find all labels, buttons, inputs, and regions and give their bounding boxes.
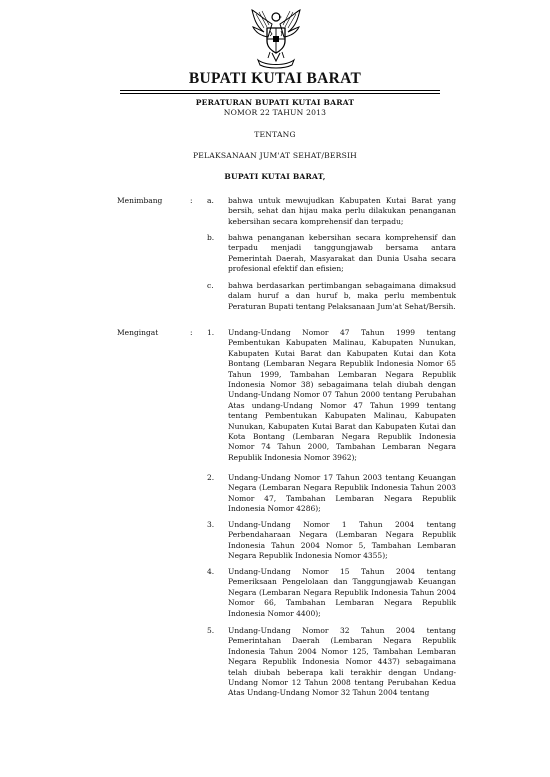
regulation-title: PERATURAN BUPATI KUTAI BARAT [195, 98, 355, 107]
header-title: BUPATI KUTAI BARAT [188, 70, 362, 87]
header-rule [120, 90, 440, 91]
mengingat-item-2: Undang-Undang Nomor 17 Tahun 2003 tentang Keuangan Negara (Lembaran Negara Republik Indonesia Tahun 2003 Nomor 47, Tambahan Lembaran Negara Republik Indonesia Nomor 4286); [228, 473, 456, 514]
mengingat-colon: : [190, 328, 193, 337]
regulation-number: NOMOR 22 TAHUN 2013 [223, 108, 327, 117]
menimbang-colon: : [190, 196, 193, 205]
mengingat-marker-4: 4. [207, 567, 215, 576]
mengingat-item-4: Undang-Undang Nomor 15 Tahun 2004 tentang Pemeriksaan Pengelolaan dan Tanggungjawab Keuangan Negara (Lembaran Negara Republik Indonesia Tahun 2004 Nomor 66, Tambahan Lembaran Negara Republik Indonesia Nomor 4400); [228, 567, 456, 618]
menimbang-item-c: bahwa berdasarkan pertimbangan sebagaimana dimaksud dalam huruf a dan huruf b, maka perlu membentuk Peraturan Bupati tentang Pelaksanaan Jum'at Sehat/Bersih. [228, 281, 456, 311]
menimbang-item-a: bahwa untuk mewujudkan Kabupaten Kutai Barat yang bersih, sehat dan hijau maka perlu dilakukan penanganan kebersihan secara komprehensif dan terpadu; [228, 196, 456, 226]
header-rule-thin [120, 93, 440, 94]
menimbang-marker-c: c. [207, 281, 214, 290]
authority-line: BUPATI KUTAI BARAT, [224, 172, 326, 181]
menimbang-label: Menimbang [117, 196, 163, 205]
mengingat-marker-3: 3. [207, 520, 215, 529]
mengingat-marker-5: 5. [207, 626, 215, 635]
menimbang-item-b: bahwa penanganan kebersihan secara komprehensif dan terpadu menjadi tanggungjawab bersama antara Pemerintah Daerah, Masyarakat dan Dunia Usaha secara profesional efektif dan efisien; [228, 233, 456, 274]
mengingat-item-5: Undang-Undang Nomor 32 Tahun 2004 tentang Pemerintahan Daerah (Lembaran Negara Republik Indonesia Tahun 2004 Nomor 125, Tambahan Lembaran Negara Republik Indonesia Nomor 4437) sebagaimana telah diubah beberapa kali terakhir dengan Undang-Undang Nomor 12 Tahun 2008 tentang Perubahan Kedua Atas Undang-Undang Nomor 32 Tahun 2004 tentang [228, 626, 456, 698]
regulation-subject: PELAKSANAAN JUM'AT SEHAT/BERSIH [193, 151, 357, 160]
garuda-pancasila-emblem-icon [250, 8, 302, 70]
mengingat-marker-2: 2. [207, 473, 215, 482]
mengingat-label: Mengingat [117, 328, 159, 337]
mengingat-item-1: Undang-Undang Nomor 47 Tahun 1999 tentang Pembentukan Kabupaten Malinau, Kabupaten Nunukan, Kabupaten Kutai Barat dan Kabupaten Kutai dan Kota Bontang (Lembaran Negara Republik Indonesia Nomor 65 Tahun 1999, Tambahan Lembaran Negara Republik Indonesia Nomor 38) sebagaimana telah diubah dengan Undang-Undang Nomor 07 Tahun 2000 tentang Perubahan Atas undang-Undang Nomor 47 Tahun 1999 tentang tentang Pembentukan Kabupaten Malinau, Kabupaten Nunukan, Kabupaten Kutai Barat dan Kabupaten Kutai dan Kota Bontang (Lembaran Negara Republik Indonesia Nomor 74 Tahun 2000, Tambahan Lembaran Negara Republik Indonesia Nomor 3962); [228, 328, 456, 462]
mengingat-marker-1: 1. [207, 328, 215, 337]
menimbang-marker-b: b. [207, 233, 215, 242]
mengingat-item-3: Undang-Undang Nomor 1 Tahun 2004 tentang Perbendaharaan Negara (Lembaran Negara Republik Indonesia Tahun 2004 Nomor 5, Tambahan Lembaran Negara Republik Indonesia Nomor 4355); [228, 520, 456, 561]
menimbang-marker-a: a. [207, 196, 214, 205]
tentang-label: TENTANG [254, 130, 296, 139]
